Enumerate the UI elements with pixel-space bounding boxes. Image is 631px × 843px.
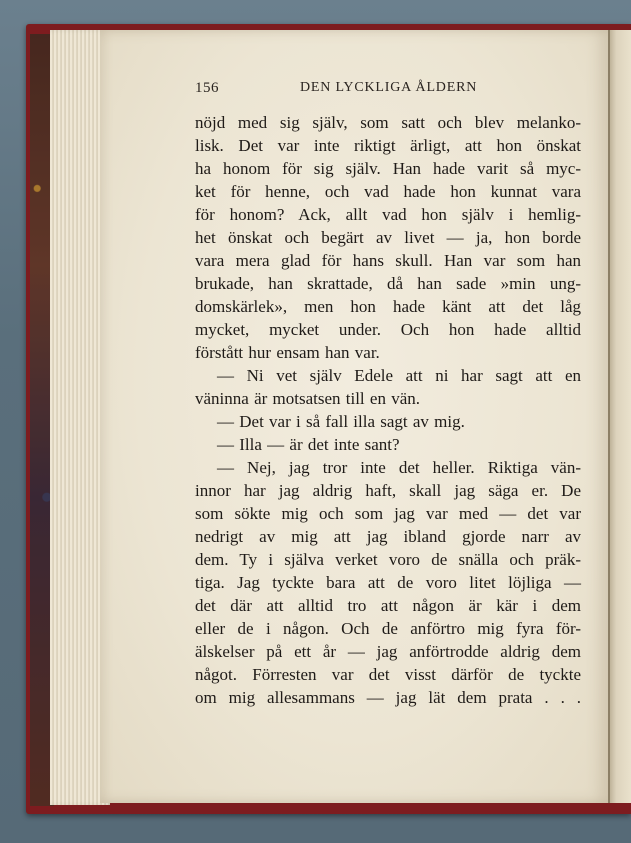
text-line: det där att alltid tro att någon är kär i dem: [195, 596, 581, 615]
running-title: DEN LYCKLIGA ÅLDERN: [300, 80, 478, 95]
text-line: lisk. Det var inte riktigt ärligt, att hon önskat: [195, 136, 581, 155]
text-line: nedrigt av mig att jag ibland gjorde narr av: [195, 527, 581, 546]
page-body-text: [195, 111, 581, 709]
page-header: [192, 80, 582, 100]
text-line: som sökte mig och som jag var med — det var: [195, 504, 581, 523]
text-line: eller de i någon. Och de anförtro mig fyra för-: [195, 619, 581, 638]
page-number: 156: [195, 80, 219, 96]
text-line: ket för henne, och vad hade hon kunnat vara: [195, 182, 581, 201]
text-line: vara mera glad för hans skull. Han var som han: [195, 251, 581, 270]
text-line: för honom? Ack, allt vad hon själv i hemlig-: [195, 205, 581, 224]
text-line: — Nej, jag tror inte det heller. Riktiga vän-: [217, 458, 581, 477]
text-line: något. Förresten var det visst därför de tyckte: [195, 665, 581, 684]
text-line: nöjd med sig själv, som satt och blev melanko-: [195, 113, 581, 132]
text-line: tiga. Jag tyckte bara att de voro litet löjliga —: [195, 573, 581, 592]
text-line: väninna är motsatsen till en vän.: [195, 389, 420, 408]
text-line: — Illa — är det inte sant?: [217, 435, 400, 454]
text-line: het önskat och begärt av livet — ja, hon borde: [195, 228, 581, 247]
text-line: innor har jag aldrig haft, skall jag säga er. De: [195, 481, 581, 500]
text-line: älskelser på ett år — jag anförtrodde aldrig dem: [195, 642, 581, 661]
text-line: — Ni vet själv Edele att ni har sagt att en: [217, 366, 581, 385]
text-line: domskärlek», men hon hade känt att det låg: [195, 297, 581, 316]
text-line: brukade, han skrattade, då han sade »min ung-: [195, 274, 581, 293]
text-line: ha honom för sig själv. Han hade varit så myc-: [195, 159, 581, 178]
text-line: förstått hur ensam han var.: [195, 343, 380, 362]
text-line: dem. Ty i själva verket voro de snälla och präk-: [195, 550, 581, 569]
text-line: — Det var i så fall illa sagt av mig.: [217, 412, 465, 431]
text-line: om mig allesammans — jag lät dem prata . . .: [195, 688, 581, 707]
facing-page-edge: [610, 30, 631, 803]
text-line: mycket, mycket under. Och hon hade alltid: [195, 320, 581, 339]
